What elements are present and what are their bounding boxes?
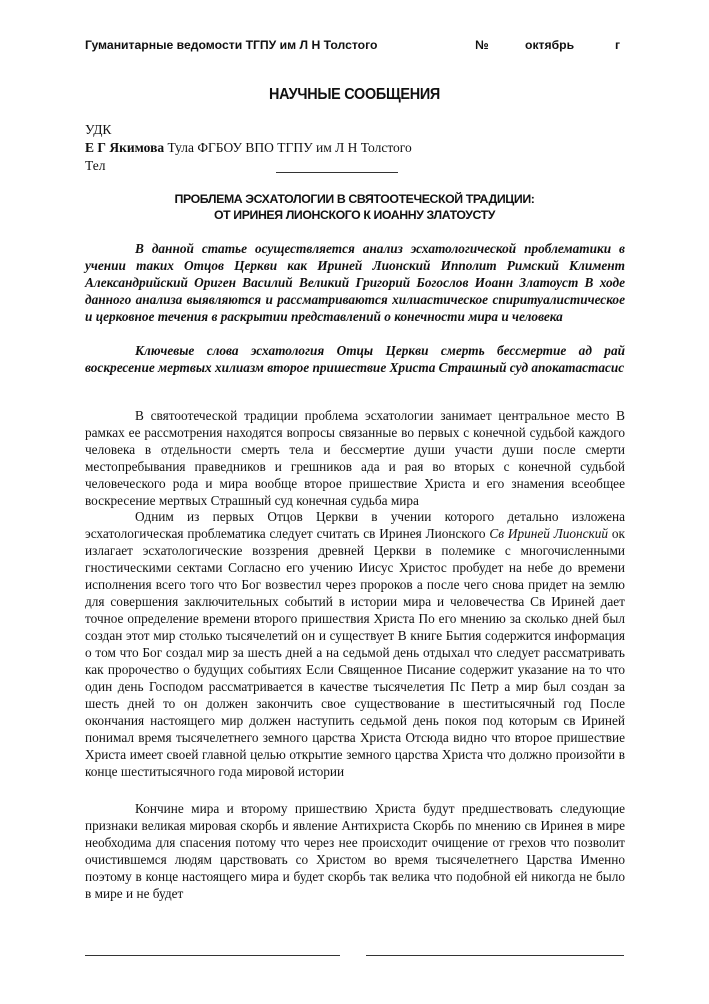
author-line <box>85 140 412 156</box>
section-title: НАУЧНЫЕ СООБЩЕНИЯ <box>268 86 441 103</box>
udk-label: УДК <box>85 122 112 137</box>
paragraph-2-part-a: Одним из первых Отцов Церкви в учении которого детально изложена эсхатологическая проблематика следует считать св Иринея Лионского <box>85 509 625 541</box>
author-affiliation: Тула ФГБОУ ВПО ТГПУ им Л Н Толстого <box>167 140 412 155</box>
footer-rule-right <box>366 955 624 956</box>
tel-underline <box>276 172 398 173</box>
footer-rule-left <box>85 955 340 956</box>
paragraph-2-part-b: ок излагает эсхатологические воззрения древней Церкви в полемике с многочисленными гностическими сектами Согласно его учению Иисус Христос пробудет на небе до времени исполнения всего того что Бог возвестил через пророков а после чего снова придет на землю для совершения заключительных событий в истории мира и человечества Св Ириней дает точное определение времени второго пришествия Христа По его мнению за сколько дней был создан этот мир столько тысячелетий он и существует В книге Бытия содержится информация о том что Бог создал мир за шесть дней а на седьмой день отдыхал что следует рассматривать как пророчество о будущих событиях Если Священное Писание содержит указание на то что один день Господом рассматривается в качестве тысячелетия Пс Петр а мир был создан за шесть дней то он должен закончить свое существование в шеститысячный год После окончания настоящего мир должен наступить седьмой день покоя под которым св Ириней понимал время тысячелетнего земного царства Христа Отсюда видно что второе пришествие Христа имеет своей главной целью открытие земного царства Христа что должно произойти в конце шеститысячного года мировой истории <box>85 526 625 779</box>
body-paragraph-1: В святоотеческой традиции проблема эсхатологии занимает центральное место В рамках ее рассмотрения находятся вопросы связанные во первых с конечной судьбой каждого человека в отдельности смерть тела и бессмертие души участи души после смерти местопребывания праведников и грешников ада и рая во вторых с конечной судьбой человеческого рода и мира вообще второе пришествие Христа и его знамения всеобщее воскресение мертвых Страшный суд конечная судьба мира <box>85 408 625 508</box>
journal-name: Гуманитарные ведомости ТГПУ им Л Н Толстого <box>85 38 378 52</box>
tel-label: Тел <box>85 158 106 173</box>
body-paragraph-3: Кончине мира и второму пришествию Христа будут предшествовать следующие признаки великая мировая скорбь и явление Антихриста Скорбь по мнению св Иринея в мире необходима для спасения потому что через нее происходит очищение от грехов что позволит очистившемся людям царствовать со Христом во время тысячелетнего Царства Именно поэтому в конце настоящего мира и будет скорбь так велика что подобной ей никогда не было в мире и не будет <box>85 801 625 901</box>
issue-month: октябрь <box>525 38 575 52</box>
body-paragraph-2 <box>85 508 625 780</box>
keywords: Ключевые слова эсхатология Отцы Церкви смерть бессмертие ад рай воскресение мертвых хилиазм второе пришествие Христа Страшный суд апокатастасис <box>85 343 625 375</box>
author-name: Е Г Якимова <box>85 140 165 155</box>
article-title-line-1: ПРОБЛЕМА ЭСХАТОЛОГИИ В СВЯТООТЕЧЕСКОЙ ТРАДИЦИИ: <box>174 192 535 206</box>
article-title-line-2: ОТ ИРИНЕЯ ЛИОНСКОГО К ИОАННУ ЗЛАТОУСТУ <box>213 208 496 222</box>
running-head <box>85 38 625 56</box>
issue-year-label: г <box>615 38 621 52</box>
issue-number-label: № <box>475 38 489 52</box>
abstract: В данной статье осуществляется анализ эсхатологической проблематики в учении таких Отцов Церкви как Ириней Лионский Ипполит Римский Климент Александрийский Ориген Василий Великий Григорий Богослов Иоанн Златоуст В ходе данного анализа выявляются и рассматриваются хилиастическое спиритуалистическое и церковное течения в раскрытии представлений о конечности мира и человека <box>85 241 625 324</box>
irenaeus-name-italic: Св Ириней Лионский <box>489 526 609 541</box>
